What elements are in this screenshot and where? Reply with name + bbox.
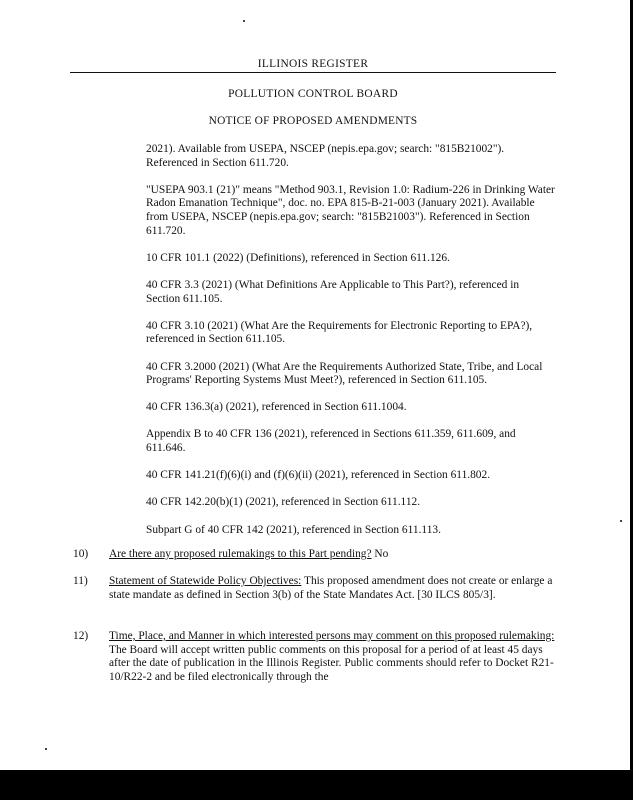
reference-entry: 40 CFR 3.3 (2021) (What Definitions Are Applicable to This Part?), referenced in Section 611.105. bbox=[146, 278, 520, 305]
item-number: 11) bbox=[73, 575, 88, 587]
item-heading: Statement of Statewide Policy Objectives: bbox=[109, 575, 302, 587]
notice-title: NOTICE OF PROPOSED AMENDMENTS bbox=[208, 115, 418, 127]
header-rule bbox=[70, 72, 556, 73]
item-heading: Are there any proposed rulemakings to this Part pending? bbox=[109, 548, 372, 560]
reference-entry: 40 CFR 142.20(b)(1) (2021), referenced in Section 611.112. bbox=[146, 496, 421, 509]
reference-entry: 2021). Available from USEPA, NSCEP (nepis.epa.gov; search: "815B21002"). Referenced in Section 611.720. bbox=[146, 143, 505, 169]
scan-speck bbox=[45, 748, 47, 750]
scan-bottom-bar bbox=[0, 770, 633, 800]
item-body: The Board will accept written public comments on this proposal for a period of at least 45 days after the date of publication in the Illinois Register. Public comments should refer to Docket R21-10/R22-2 and be filed electronically through the bbox=[109, 643, 554, 683]
item-body: No bbox=[371, 548, 389, 560]
scan-speck bbox=[243, 20, 245, 22]
reference-list bbox=[146, 143, 556, 551]
scan-speck bbox=[620, 520, 622, 522]
reference-entry: 10 CFR 101.1 (2022) (Definitions), referenced in Section 611.126. bbox=[146, 251, 450, 264]
reference-entry: 40 CFR 3.10 (2021) (What Are the Requirements for Electronic Reporting to EPA?), referenced in Section 611.105. bbox=[146, 319, 533, 346]
board-name: POLLUTION CONTROL BOARD bbox=[228, 88, 398, 100]
reference-entry: "USEPA 903.1 (21)" means "Method 903.1, Revision 1.0: Radium-226 in Drinking Water Radon Emanation Technique", doc. no. EPA 815-B-21-003 (January 2021). Available from USEPA, NSCEP (nepis.epa.gov; search: "815B21003"). Referenced in Section 611.720. bbox=[146, 183, 555, 237]
reference-entry: 40 CFR 3.2000 (2021) (What Are the Requirements Authorized State, Tribe, and Local Programs' Reporting Systems Must Meet?), referenced in Section 611.105. bbox=[146, 360, 543, 387]
item-number: 12) bbox=[73, 630, 89, 642]
item-11 bbox=[73, 575, 556, 602]
item-body: This proposed amendment does not create or enlarge a state mandate as defined in Section 3(b) of the State Mandates Act. [30 ILCS 805/3]. bbox=[109, 575, 553, 601]
item-10 bbox=[73, 548, 556, 562]
register-title: ILLINOIS REGISTER bbox=[257, 58, 369, 70]
item-heading: Time, Place, and Manner in which interested persons may comment on this proposed rulemaking: bbox=[109, 630, 555, 642]
reference-entry: 40 CFR 136.3(a) (2021), referenced in Section 611.1004. bbox=[146, 401, 407, 414]
reference-entry: Subpart G of 40 CFR 142 (2021), referenced in Section 611.113. bbox=[146, 523, 441, 536]
reference-entry: 40 CFR 141.21(f)(6)(i) and (f)(6)(ii) (2021), referenced in Section 611.802. bbox=[146, 469, 491, 482]
item-number: 10) bbox=[73, 548, 89, 560]
item-12 bbox=[73, 630, 556, 684]
reference-entry: Appendix B to 40 CFR 136 (2021), referenced in Sections 611.359, 611.609, and 611.646. bbox=[146, 428, 516, 455]
